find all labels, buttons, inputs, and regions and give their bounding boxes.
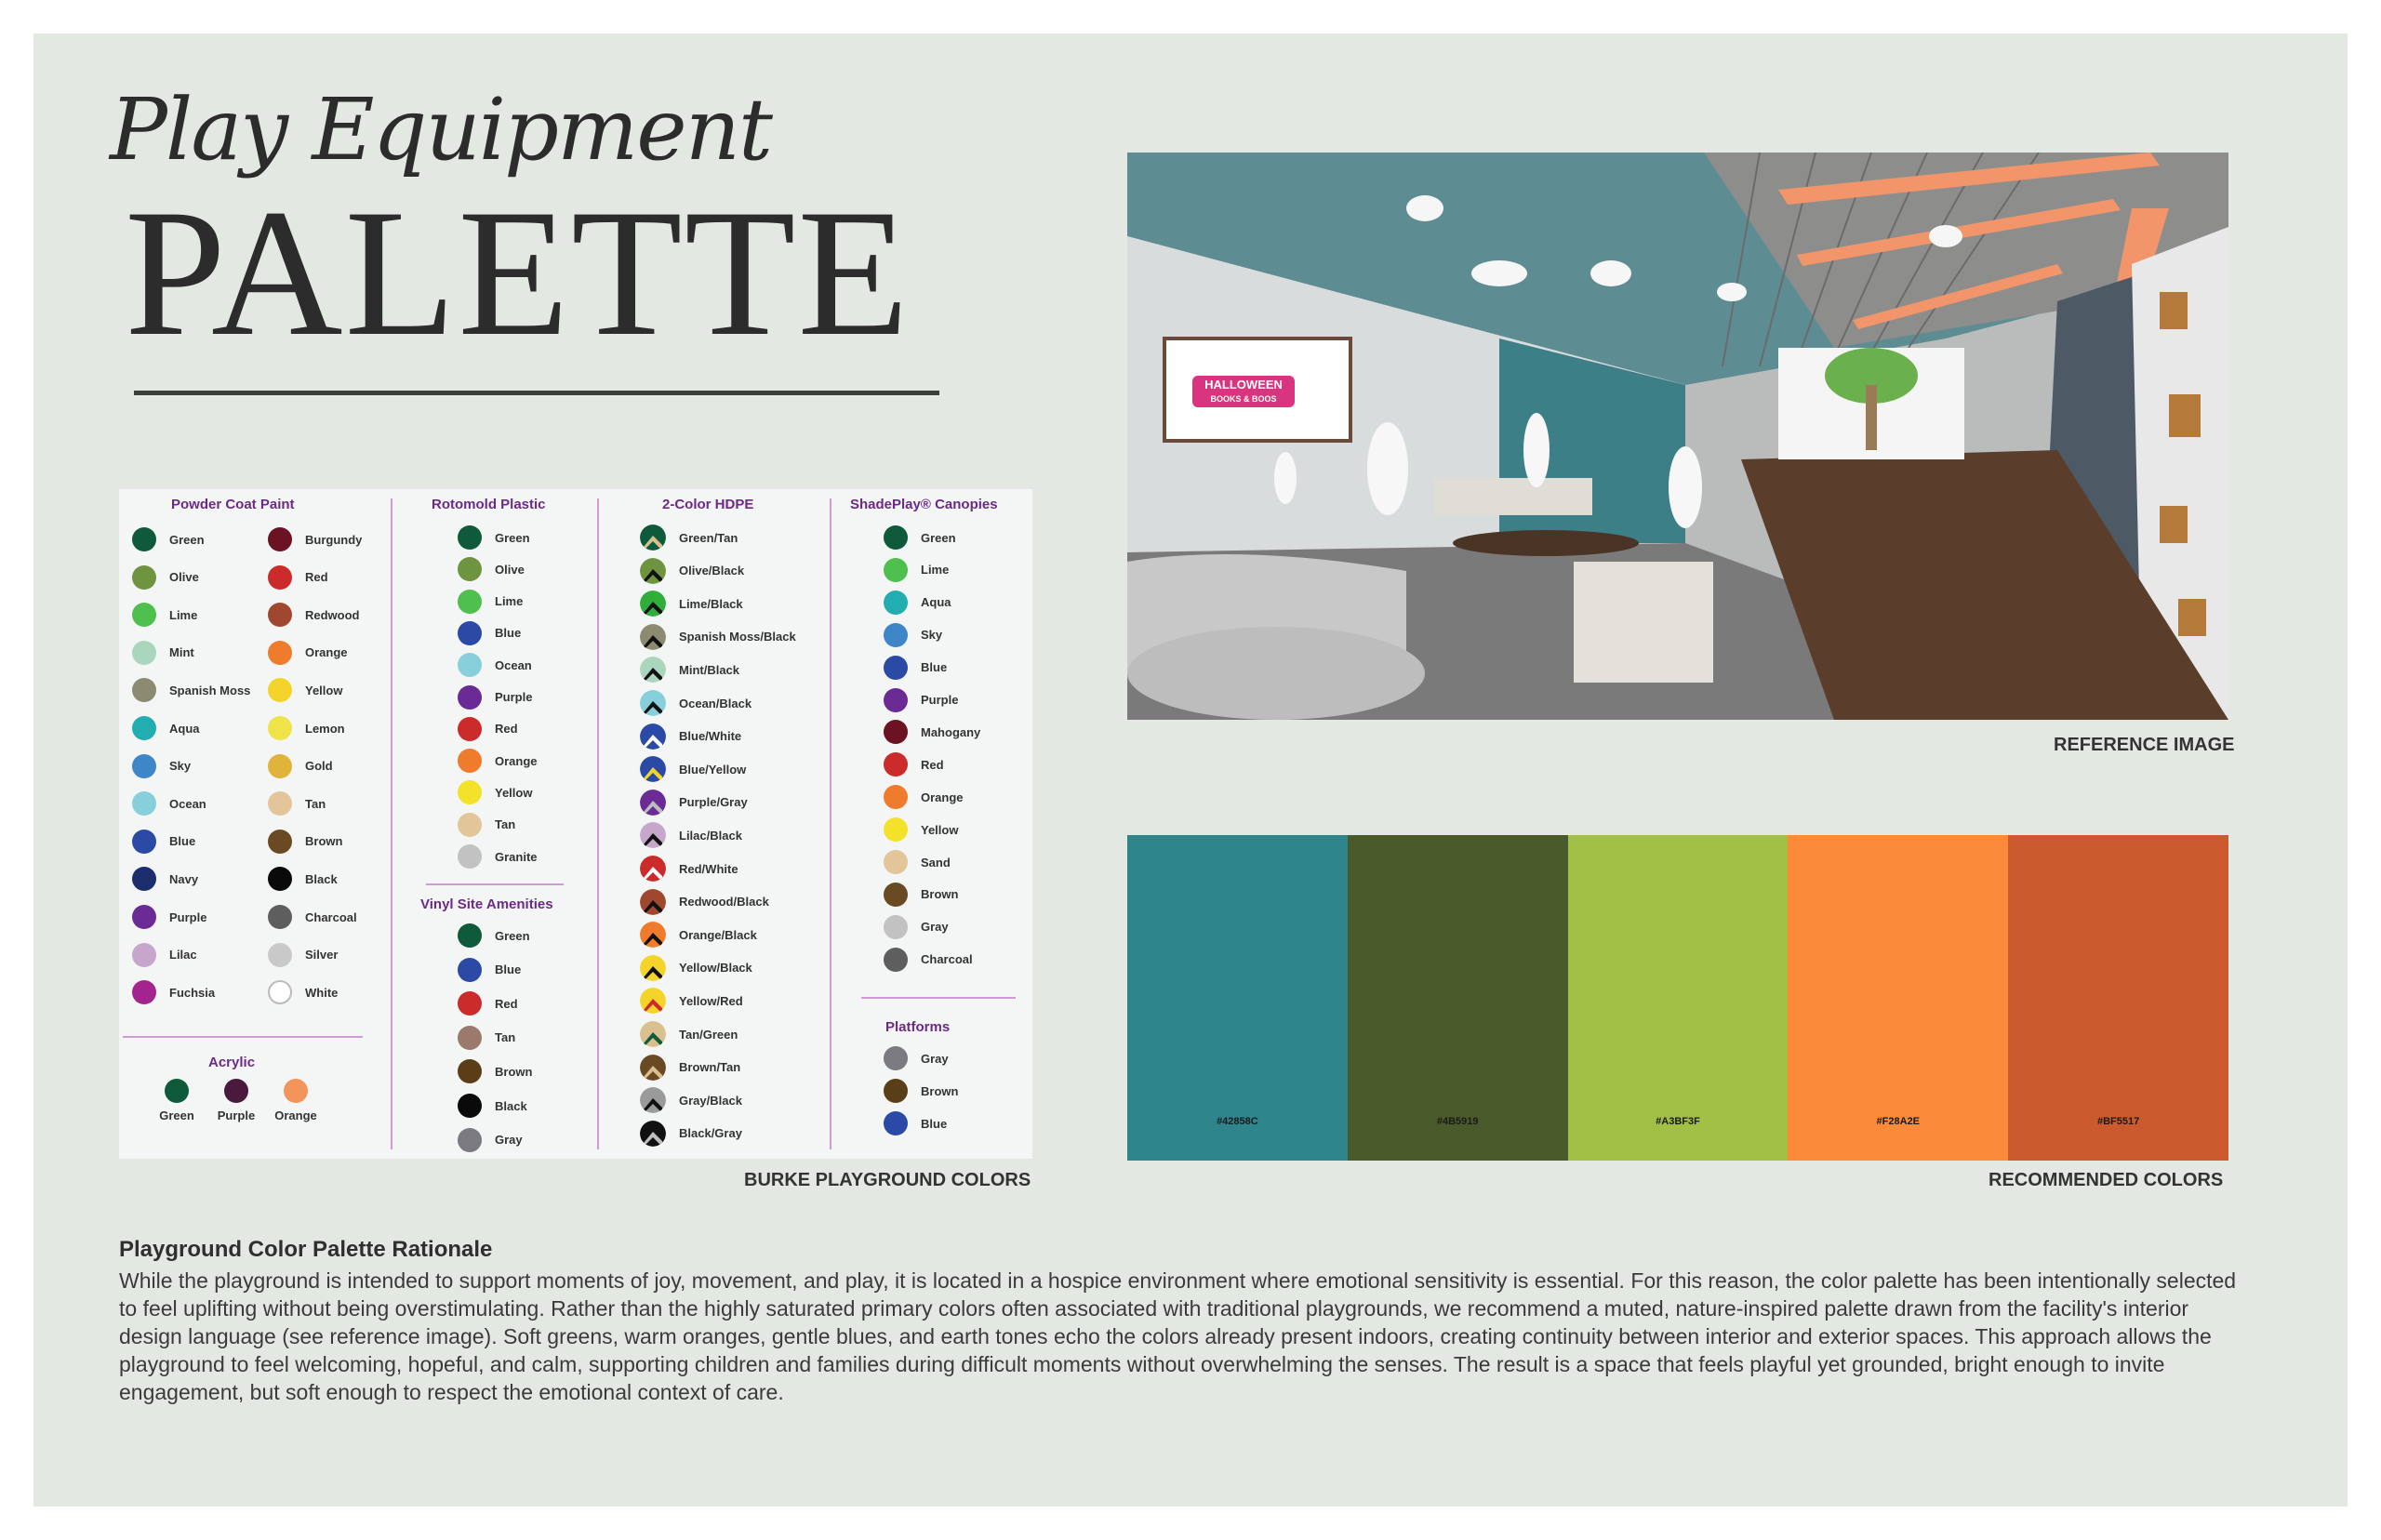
hdpe-item xyxy=(640,558,744,584)
color-label: Orange xyxy=(274,1109,317,1122)
color-swatch xyxy=(224,1079,248,1103)
swatch-hex: #4B5919 xyxy=(1436,1116,1479,1127)
shadeplay-item xyxy=(884,947,973,973)
color-swatch xyxy=(268,754,292,778)
powder-coat-item xyxy=(268,640,348,666)
color-swatch xyxy=(268,830,292,854)
shadeplay-item xyxy=(884,719,980,745)
rotomold-item xyxy=(458,843,538,870)
color-swatch xyxy=(884,558,908,582)
color-label: Lilac/Black xyxy=(679,828,742,843)
powder-coat-item xyxy=(132,526,205,552)
color-label: Blue xyxy=(495,962,522,977)
script-title: Play Equipment xyxy=(110,80,771,179)
recommended-caption: RECOMMENDED COLORS xyxy=(1989,1170,2224,1190)
hdpe-item xyxy=(640,822,742,848)
color-label: Mint/Black xyxy=(679,662,740,677)
color-swatch xyxy=(284,1079,308,1103)
color-swatch xyxy=(640,657,666,683)
column-divider xyxy=(391,498,392,1149)
color-label: Aqua xyxy=(921,595,951,610)
powder-coat-item xyxy=(268,602,360,628)
swatch-olive xyxy=(1348,835,1568,1161)
color-swatch xyxy=(458,590,482,614)
rotomold-item xyxy=(458,524,530,551)
color-swatch xyxy=(132,565,156,590)
acrylic-item xyxy=(270,1079,322,1122)
color-swatch xyxy=(458,813,482,837)
color-swatch xyxy=(132,791,156,816)
color-swatch xyxy=(268,603,292,627)
color-swatch xyxy=(640,1021,666,1047)
color-label: Charcoal xyxy=(921,952,973,967)
hdpe-heading: 2-Color HDPE xyxy=(662,497,754,512)
color-label: Brown/Tan xyxy=(679,1060,741,1075)
acrylic-item xyxy=(151,1079,203,1122)
color-label: Ocean/Black xyxy=(679,696,752,710)
vinyl-item xyxy=(458,923,530,949)
hdpe-item xyxy=(640,1087,742,1113)
color-label: Gray xyxy=(495,1133,523,1148)
color-label: Lilac xyxy=(169,948,197,962)
color-label: Sky xyxy=(169,759,192,774)
color-swatch xyxy=(458,991,482,1016)
powder-coat-item xyxy=(132,564,199,591)
swatch-hex: #42858C xyxy=(1217,1116,1258,1127)
hdpe-item xyxy=(640,524,738,551)
color-swatch xyxy=(268,716,292,740)
color-label: Gray/Black xyxy=(679,1093,742,1108)
hdpe-item xyxy=(640,955,752,981)
rotomold-item xyxy=(458,812,515,838)
shadeplay-item xyxy=(884,914,949,940)
burke-caption: BURKE PLAYGROUND COLORS xyxy=(744,1170,1031,1190)
vinyl-item xyxy=(458,1127,523,1153)
color-swatch xyxy=(640,822,666,848)
color-label: Blue/Yellow xyxy=(679,762,747,777)
color-swatch xyxy=(458,923,482,948)
rotomold-item xyxy=(458,779,532,805)
color-label: Aqua xyxy=(169,721,200,736)
shadeplay-item xyxy=(884,751,944,777)
color-label: Yellow xyxy=(305,683,343,697)
color-label: Lime xyxy=(921,563,950,578)
color-label: Olive xyxy=(169,570,199,585)
color-swatch xyxy=(458,653,482,677)
color-label: Ocean xyxy=(495,657,532,672)
rotomold-item xyxy=(458,556,525,582)
color-label: Blue/White xyxy=(679,729,742,744)
powder-coat-item xyxy=(268,904,357,930)
powder-coat-item xyxy=(132,829,195,855)
color-swatch xyxy=(268,565,292,590)
color-swatch xyxy=(268,678,292,702)
rotomold-heading: Rotomold Plastic xyxy=(432,497,546,512)
color-label: Mint xyxy=(169,645,194,660)
color-label: Blue xyxy=(921,1116,948,1131)
color-label: Orange xyxy=(495,753,538,768)
color-swatch xyxy=(640,988,666,1014)
swatch-orange xyxy=(1788,835,2008,1161)
color-swatch xyxy=(884,1079,908,1103)
rotomold-item xyxy=(458,716,518,742)
color-swatch xyxy=(458,1026,482,1050)
color-label: Yellow xyxy=(921,822,959,837)
powder-coat-item xyxy=(132,602,197,628)
color-swatch xyxy=(458,717,482,741)
powder-coat-item xyxy=(132,790,206,816)
color-swatch xyxy=(165,1079,189,1103)
color-swatch xyxy=(884,656,908,680)
swatch-lime xyxy=(1568,835,1789,1161)
color-label: Tan/Green xyxy=(679,1027,738,1042)
powder-coat-item xyxy=(132,677,250,703)
color-swatch xyxy=(884,948,908,972)
color-swatch xyxy=(640,690,666,716)
color-label: Burgundy xyxy=(305,532,363,547)
platforms-item xyxy=(884,1045,949,1071)
rotomold-item xyxy=(458,652,532,678)
color-label: Black xyxy=(305,871,338,886)
color-swatch xyxy=(268,980,292,1004)
recommended-swatches xyxy=(1127,835,2228,1161)
color-swatch xyxy=(458,1059,482,1083)
interior-rendering xyxy=(1127,153,2228,720)
column-divider xyxy=(830,498,831,1149)
color-swatch xyxy=(640,558,666,584)
color-label: Green/Tan xyxy=(679,530,738,545)
powder-coat-item xyxy=(132,942,197,968)
color-label: Brown xyxy=(495,1064,533,1079)
color-label: Silver xyxy=(305,948,339,962)
rotomold-item xyxy=(458,684,532,710)
powder-coat-item xyxy=(132,979,215,1005)
color-label: Gold xyxy=(305,759,333,774)
rationale-body: While the playground is intended to support moments of joy, movement, and play, it is located in a hospice environment where emotional sensitivity is essential. For this reason, the color palette has been intentionally selected to feel uplifting without being overstimulating. Rather than the highly saturated primary colors often associated with traditional playgrounds, we recommend a muted, nature-inspired palette drawn from the facility's interior design language (see reference image). Soft greens, warm oranges, gentle blues, and earth tones echo the colors already present indoors, creating continuity between interior and exterior spaces. This approach allows the playground to feel welcoming, hopeful, and calm, supporting children and families during difficult moments without overwhelming the senses. The result is a space that feels playful yet grounded, bright enough to invite engagement, but soft enough to respect the emotional context of care. xyxy=(119,1268,2237,1404)
vinyl-item xyxy=(458,1093,527,1119)
color-swatch xyxy=(132,830,156,854)
color-label: Tan xyxy=(305,796,326,811)
title-divider xyxy=(134,391,939,395)
color-swatch xyxy=(884,688,908,712)
color-swatch xyxy=(640,955,666,981)
color-swatch xyxy=(132,603,156,627)
color-swatch xyxy=(458,780,482,804)
shadeplay-item xyxy=(884,816,958,843)
shadeplay-item xyxy=(884,849,951,875)
shadeplay-item xyxy=(884,622,942,648)
color-label: Green xyxy=(495,530,530,545)
color-swatch xyxy=(268,905,292,929)
color-swatch xyxy=(132,943,156,967)
rotomold-item xyxy=(458,589,523,615)
powder-coat-item xyxy=(268,942,338,968)
hdpe-item xyxy=(640,724,741,750)
color-label: Ocean xyxy=(169,796,206,811)
color-label: Green xyxy=(159,1109,194,1122)
color-label: Brown xyxy=(921,1083,959,1098)
hdpe-item xyxy=(640,591,743,617)
color-swatch xyxy=(640,756,666,782)
color-swatch xyxy=(640,889,666,915)
powder-coat-item xyxy=(268,829,342,855)
color-swatch xyxy=(458,621,482,645)
color-label: Olive xyxy=(495,562,525,577)
color-swatch xyxy=(884,1046,908,1070)
color-swatch xyxy=(132,867,156,891)
color-label: Spanish Moss/Black xyxy=(679,630,796,644)
color-swatch xyxy=(884,752,908,777)
color-label: Redwood xyxy=(305,607,360,622)
burke-color-chart xyxy=(119,489,1032,1159)
color-label: Purple xyxy=(217,1109,256,1122)
color-swatch xyxy=(268,527,292,551)
color-swatch xyxy=(884,525,908,550)
color-label: Lemon xyxy=(305,721,345,736)
color-label: Mahogany xyxy=(921,724,981,739)
color-label: Purple xyxy=(495,690,533,704)
hdpe-item xyxy=(640,657,739,683)
color-swatch xyxy=(458,557,482,581)
color-swatch xyxy=(884,850,908,874)
powder-coat-item xyxy=(268,866,338,892)
color-label: Gray xyxy=(921,920,949,935)
color-label: Purple xyxy=(921,693,959,707)
shadeplay-item xyxy=(884,590,951,616)
color-label: White xyxy=(305,985,339,1000)
color-label: Red/White xyxy=(679,861,738,876)
shadeplay-item xyxy=(884,557,949,583)
color-label: Orange/Black xyxy=(679,927,757,942)
acrylic-heading: Acrylic xyxy=(208,1055,256,1070)
color-label: Brown xyxy=(305,834,343,849)
color-label: Lime/Black xyxy=(679,596,743,611)
color-swatch xyxy=(132,716,156,740)
color-swatch xyxy=(640,724,666,750)
acrylic-item xyxy=(210,1079,262,1122)
rotomold-item xyxy=(458,620,521,646)
color-swatch xyxy=(884,915,908,939)
color-label: Orange xyxy=(305,645,348,660)
color-swatch xyxy=(640,856,666,882)
rotomold-item xyxy=(458,748,538,774)
color-swatch xyxy=(132,754,156,778)
color-label: Yellow xyxy=(495,785,533,800)
color-swatch xyxy=(884,1111,908,1135)
reference-caption: REFERENCE IMAGE xyxy=(2054,735,2235,755)
color-label: Blue xyxy=(169,834,196,849)
powder-coat-item xyxy=(268,564,328,591)
powder-coat-heading: Powder Coat Paint xyxy=(171,497,295,512)
poster-subtitle: BOOKS & BOOS xyxy=(1210,394,1277,404)
vinyl-heading: Vinyl Site Amenities xyxy=(420,896,553,912)
color-label: Green xyxy=(495,928,530,943)
color-swatch xyxy=(132,527,156,551)
color-swatch xyxy=(640,1087,666,1113)
color-label: Navy xyxy=(169,871,199,886)
powder-coat-item xyxy=(268,979,338,1005)
hdpe-item xyxy=(640,624,796,650)
color-swatch xyxy=(268,791,292,816)
color-swatch xyxy=(640,591,666,617)
platforms-item xyxy=(884,1078,958,1104)
color-label: Black/Gray xyxy=(679,1126,742,1141)
color-label: Gray xyxy=(921,1051,949,1066)
color-swatch xyxy=(884,720,908,744)
color-swatch xyxy=(132,678,156,702)
vinyl-divider xyxy=(426,883,564,885)
color-label: Charcoal xyxy=(305,909,357,924)
poster-title: HALLOWEEN xyxy=(1204,378,1283,392)
color-label: Purple/Gray xyxy=(679,795,748,810)
swatch-hex: #F28A2E xyxy=(1876,1116,1921,1127)
shadeplay-item xyxy=(884,784,964,810)
color-swatch xyxy=(132,905,156,929)
powder-coat-item xyxy=(132,715,200,741)
hdpe-item xyxy=(640,988,743,1014)
hdpe-item xyxy=(640,690,752,716)
hdpe-item xyxy=(640,889,769,915)
powder-coat-item xyxy=(268,790,326,816)
color-swatch xyxy=(268,867,292,891)
acrylic-divider xyxy=(123,1036,363,1038)
color-label: Green xyxy=(169,532,205,547)
shadeplay-item xyxy=(884,655,947,681)
shadeplay-item xyxy=(884,882,958,908)
color-swatch xyxy=(268,641,292,665)
color-swatch xyxy=(640,524,666,551)
color-label: Purple xyxy=(169,909,207,924)
platforms-divider xyxy=(861,997,1016,999)
vinyl-item xyxy=(458,1025,515,1051)
rationale-title: Playground Color Palette Rationale xyxy=(119,1237,493,1262)
vinyl-item xyxy=(458,957,521,983)
color-label: Redwood/Black xyxy=(679,895,769,909)
color-swatch xyxy=(132,980,156,1004)
color-label: Yellow/Red xyxy=(679,993,743,1008)
powder-coat-item xyxy=(132,753,191,779)
hdpe-item xyxy=(640,922,757,948)
color-label: Blue xyxy=(921,660,948,675)
hdpe-item xyxy=(640,1021,738,1047)
color-label: Lime xyxy=(495,594,524,609)
swatch-teal xyxy=(1127,835,1348,1161)
shadeplay-item xyxy=(884,524,956,551)
color-swatch xyxy=(640,922,666,948)
color-swatch xyxy=(458,844,482,869)
color-label: Yellow/Black xyxy=(679,961,752,976)
color-swatch xyxy=(640,790,666,816)
color-label: Brown xyxy=(921,887,959,902)
powder-coat-item xyxy=(132,640,194,666)
color-swatch xyxy=(268,943,292,967)
hdpe-item xyxy=(640,790,748,816)
color-label: Sand xyxy=(921,855,951,870)
color-label: Red xyxy=(305,570,328,585)
powder-coat-item xyxy=(268,526,362,552)
color-label: Blue xyxy=(495,626,522,641)
shadeplay-heading: ShadePlay® Canopies xyxy=(850,497,998,512)
color-label: Spanish Moss xyxy=(169,683,251,697)
color-swatch xyxy=(458,1094,482,1118)
platforms-heading: Platforms xyxy=(885,1019,951,1035)
powder-coat-item xyxy=(268,715,345,741)
hdpe-item xyxy=(640,1055,740,1081)
color-swatch xyxy=(640,624,666,650)
color-swatch xyxy=(884,591,908,615)
swatch-hex: #BF5517 xyxy=(2096,1116,2140,1127)
vinyl-item xyxy=(458,990,518,1016)
color-label: Sky xyxy=(921,628,943,643)
swatch-hex: #A3BF3F xyxy=(1656,1116,1700,1127)
powder-coat-item xyxy=(268,753,333,779)
color-swatch xyxy=(458,958,482,982)
hdpe-item xyxy=(640,856,738,882)
color-swatch xyxy=(884,623,908,647)
reference-image xyxy=(1127,153,2228,720)
color-label: Black xyxy=(495,1098,527,1113)
color-swatch xyxy=(884,785,908,809)
page-title: PALETTE xyxy=(125,172,911,374)
color-label: Fuchsia xyxy=(169,985,216,1000)
color-label: Green xyxy=(921,530,956,545)
color-swatch xyxy=(884,883,908,907)
powder-coat-item xyxy=(132,866,198,892)
color-swatch xyxy=(458,685,482,710)
color-label: Red xyxy=(921,757,944,772)
color-label: Tan xyxy=(495,817,516,832)
color-swatch xyxy=(458,1128,482,1152)
color-swatch xyxy=(458,749,482,773)
swatch-rust xyxy=(2008,835,2228,1161)
column-divider xyxy=(597,498,599,1149)
powder-coat-item xyxy=(268,677,342,703)
vinyl-item xyxy=(458,1058,532,1084)
color-label: Lime xyxy=(169,607,198,622)
color-swatch xyxy=(132,641,156,665)
hdpe-item xyxy=(640,756,746,782)
color-label: Olive/Black xyxy=(679,564,745,578)
color-swatch xyxy=(640,1121,666,1147)
shadeplay-item xyxy=(884,687,958,713)
color-swatch xyxy=(458,525,482,550)
color-label: Red xyxy=(495,996,518,1011)
color-label: Orange xyxy=(921,790,964,804)
color-swatch xyxy=(884,817,908,842)
hdpe-item xyxy=(640,1121,742,1147)
powder-coat-item xyxy=(132,904,206,930)
platforms-item xyxy=(884,1110,947,1136)
color-label: Tan xyxy=(495,1030,516,1045)
color-swatch xyxy=(640,1055,666,1081)
color-label: Granite xyxy=(495,849,538,864)
color-label: Red xyxy=(495,722,518,737)
